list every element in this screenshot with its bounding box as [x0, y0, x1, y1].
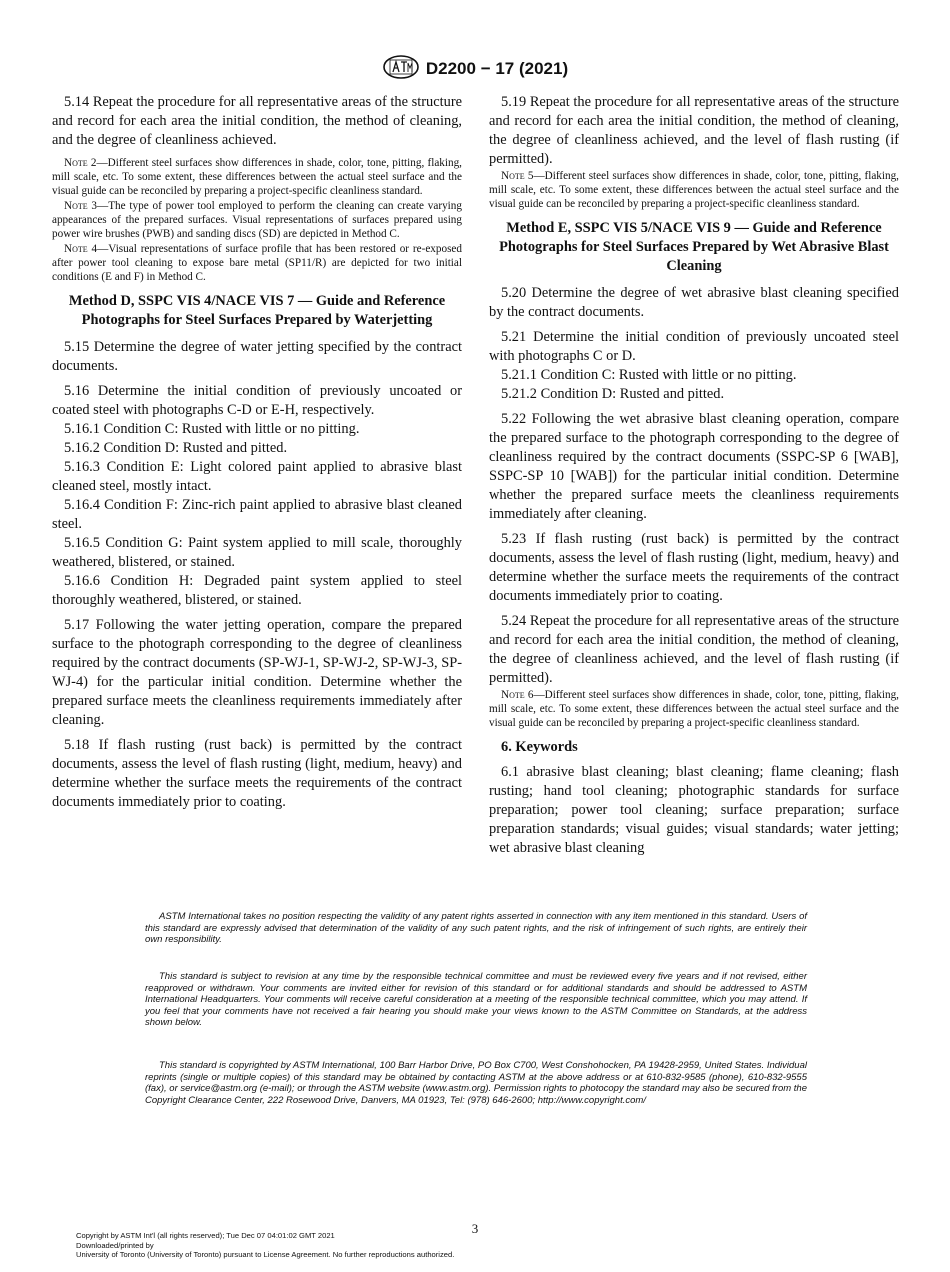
note-text: —Different steel surfaces show differences in shade, color, tone, pitting, flaking, mill scale, etc. To some extent, these differences between the actual steel surface and the visual guide can be reconciled by preparing a project-specific cleanliness standard.	[489, 689, 899, 729]
paragraph-5-17: 5.17 Following the water jetting operation, compare the prepared surface to the photograph corresponding to the degree of cleanliness required by the contract documents (SP-WJ-1, SP-WJ-2, SP-WJ-3, SP-WJ-4) for the particular initial condition. Determine whether the prepared surface meets the cleanliness requirements immediately after cleaning.	[52, 617, 462, 728]
revision-text: This standard is subject to revision at any time by the responsible technical committee and must be reviewed every five years and if not revised, either reapproved or withdrawn. Your comments are invited either for revision of this standard or for additional standards and should be addressed to ASTM International Headquarters. Your comments will receive careful consideration at a meeting of the responsible technical committee, which you may attend. If you feel that your comments have not received a fair hearing you should make your views known to the ASTM Committee on Standards, at the address shown below.	[145, 971, 807, 1029]
note-text: —Different steel surfaces show differences in shade, color, tone, pitting, flaking, mill scale, etc. To some extent, these differences between the actual steel surface and the visual guide can be reconciled by preparing a project-specific cleanliness standard.	[489, 170, 899, 210]
paragraph-5-16: 5.16 Determine the initial condition of previously uncoated or coated steel with photographs C-D or E-H, respectively.	[52, 383, 462, 418]
document-designation: D2200 − 17 (2021)	[425, 58, 569, 78]
paragraph-5-21-2: 5.21.2 Condition D: Rusted and pitted.	[501, 386, 725, 402]
paragraph-5-19: 5.19 Repeat the procedure for all representative areas of the structure and record for each area the initial condition, the method of cleaning, the degree of cleanliness achieved, and the level of flash rusting (if permitted).	[489, 94, 899, 167]
download-notice	[76, 1231, 454, 1260]
note-label: Note 4	[64, 243, 98, 255]
page-header	[0, 54, 950, 85]
note-text: —Visual representations of surface profile that has been restored or re-exposed after power tool cleaning to expose bare metal (SP11/R) are depicted for two initial conditions (E and F) in Method C.	[52, 243, 462, 283]
paragraph-5-16-2: 5.16.2 Condition D: Rusted and pitted.	[64, 440, 288, 456]
note-label: Note 3	[64, 200, 98, 212]
note-label: Note 6	[501, 689, 534, 701]
download-line-1: Copyright by ASTM Int'l (all rights reserved); Tue Dec 07 04:01:02 GMT 2021	[76, 1231, 335, 1240]
footer-patent-notice	[145, 911, 807, 946]
note-text: —Different steel surfaces show differences in shade, color, tone, pitting, flaking, mill scale, etc. To some extent, these differences between the actual steel surface and the visual guide can be reconciled by preparing a project-specific cleanliness standard.	[52, 157, 462, 197]
paragraph-5-16-6: 5.16.6 Condition H: Degraded paint system applied to steel thoroughly weathered, blistered, or stained.	[52, 573, 462, 608]
copyright-text: This standard is copyrighted by ASTM International, 100 Barr Harbor Drive, PO Box C700, West Conshohocken, PA 19428-2959, United States. Individual reprints (single or multiple copies) of this standard may be obtained by contacting ASTM at the above address or at 610-832-9585 (phone), 610-832-9555 (fax), or service@astm.org (e-mail); or through the ASTM website (www.astm.org). Permission rights to photocopy the standard may also be secured from the Copyright Clearance Center, 222 Rosewood Drive, Danvers, MA 01923, Tel: (978) 646-2600; http://www.copyright.com/	[145, 1060, 807, 1106]
paragraph-6-1: 6.1 abrasive blast cleaning; blast cleaning; flame cleaning; flash rusting; hand tool cleaning; photographic standards for surface preparation; power tool cleaning; surface preparation; surface preparation standards; visual guides; visual standards; water jetting; wet abrasive blast cleaning	[489, 764, 899, 856]
paragraph-5-14: 5.14 Repeat the procedure for all representative areas of the structure and record for each area the initial condition, the method of cleaning, and the degree of cleanliness achieved.	[52, 94, 462, 148]
paragraph-5-16-5: 5.16.5 Condition G: Paint system applied to mill scale, thoroughly weathered, blistered, or stained.	[52, 535, 462, 570]
note-4	[52, 242, 462, 284]
note-5	[489, 169, 899, 211]
note-text: —The type of power tool employed to perform the cleaning can create varying appearances of the prepared surfaces. Visual representations of surfaces prepared using power wire brushes (PWB) and sanding discs (SD) are depicted in Method C.	[52, 200, 462, 240]
astm-logo-icon	[382, 54, 420, 85]
left-column	[52, 93, 462, 818]
paragraph-5-20: 5.20 Determine the degree of wet abrasive blast cleaning specified by the contract documents.	[489, 285, 899, 320]
paragraph-5-24: 5.24 Repeat the procedure for all representative areas of the structure and record for each area the initial condition, the method of cleaning, the degree of cleanliness achieved, and the level of flash rusting (if permitted).	[489, 613, 899, 686]
page-number: 3	[471, 1221, 479, 1236]
note-6	[489, 688, 899, 730]
paragraph-5-23: 5.23 If flash rusting (rust back) is permitted by the contract documents, assess the level of flash rusting (light, medium, heavy) and determine whether the surface meets the requirements of the contract documents immediately prior to coating.	[489, 531, 899, 604]
note-label: Note 5	[501, 170, 534, 182]
paragraph-5-16-4: 5.16.4 Condition F: Zinc-rich paint applied to abrasive blast cleaned steel.	[52, 497, 462, 532]
footer-copyright-notice	[145, 1060, 807, 1106]
keywords-heading: 6. Keywords	[501, 739, 578, 755]
method-e-heading: Method E, SSPC VIS 5/NACE VIS 9 — Guide and Reference Photographs for Steel Surfaces Prepared by Wet Abrasive Blast Cleaning	[499, 220, 889, 274]
method-d-heading: Method D, SSPC VIS 4/NACE VIS 7 — Guide and Reference Photographs for Steel Surfaces Prepared by Waterjetting	[68, 293, 446, 328]
paragraph-5-15: 5.15 Determine the degree of water jetting specified by the contract documents.	[52, 339, 462, 374]
right-column	[489, 93, 899, 864]
patent-text: ASTM International takes no position respecting the validity of any patent rights asserted in connection with any item mentioned in this standard. Users of this standard are expressly advised that determination of the validity of any such patent rights, and the risk of infringement of such rights, are entirely their own responsibility.	[145, 911, 807, 946]
paragraph-5-21-1: 5.21.1 Condition C: Rusted with little or no pitting.	[501, 367, 797, 383]
download-line-3: University of Toronto (University of Toronto) pursuant to License Agreement. No further reproductions authorized.	[76, 1250, 455, 1259]
paragraph-5-18: 5.18 If flash rusting (rust back) is permitted by the contract documents, assess the level of flash rusting (light, medium, heavy) and determine whether the surface meets the requirements of the contract documents immediately prior to coating.	[52, 737, 462, 810]
note-2	[52, 156, 462, 198]
note-3	[52, 199, 462, 241]
note-label: Note 2	[64, 157, 97, 169]
paragraph-5-16-1: 5.16.1 Condition C: Rusted with little or no pitting.	[64, 421, 360, 437]
footer-revision-notice	[145, 971, 807, 1029]
download-line-2: Downloaded/printed by	[76, 1240, 154, 1250]
paragraph-5-21: 5.21 Determine the initial condition of previously uncoated steel with photographs C or D.	[489, 329, 899, 364]
paragraph-5-16-3: 5.16.3 Condition E: Light colored paint applied to abrasive blast cleaned steel, mostly intact.	[52, 459, 462, 494]
paragraph-5-22: 5.22 Following the wet abrasive blast cleaning operation, compare the prepared surface to the photograph corresponding to the degree of cleanliness required by the contract documents (SSPC-SP 6 [WAB], SSPC-SP 10 [WAB]) for the particular initial condition. Determine whether the prepared surface meets the cleanliness requirements immediately after cleaning.	[489, 411, 899, 522]
